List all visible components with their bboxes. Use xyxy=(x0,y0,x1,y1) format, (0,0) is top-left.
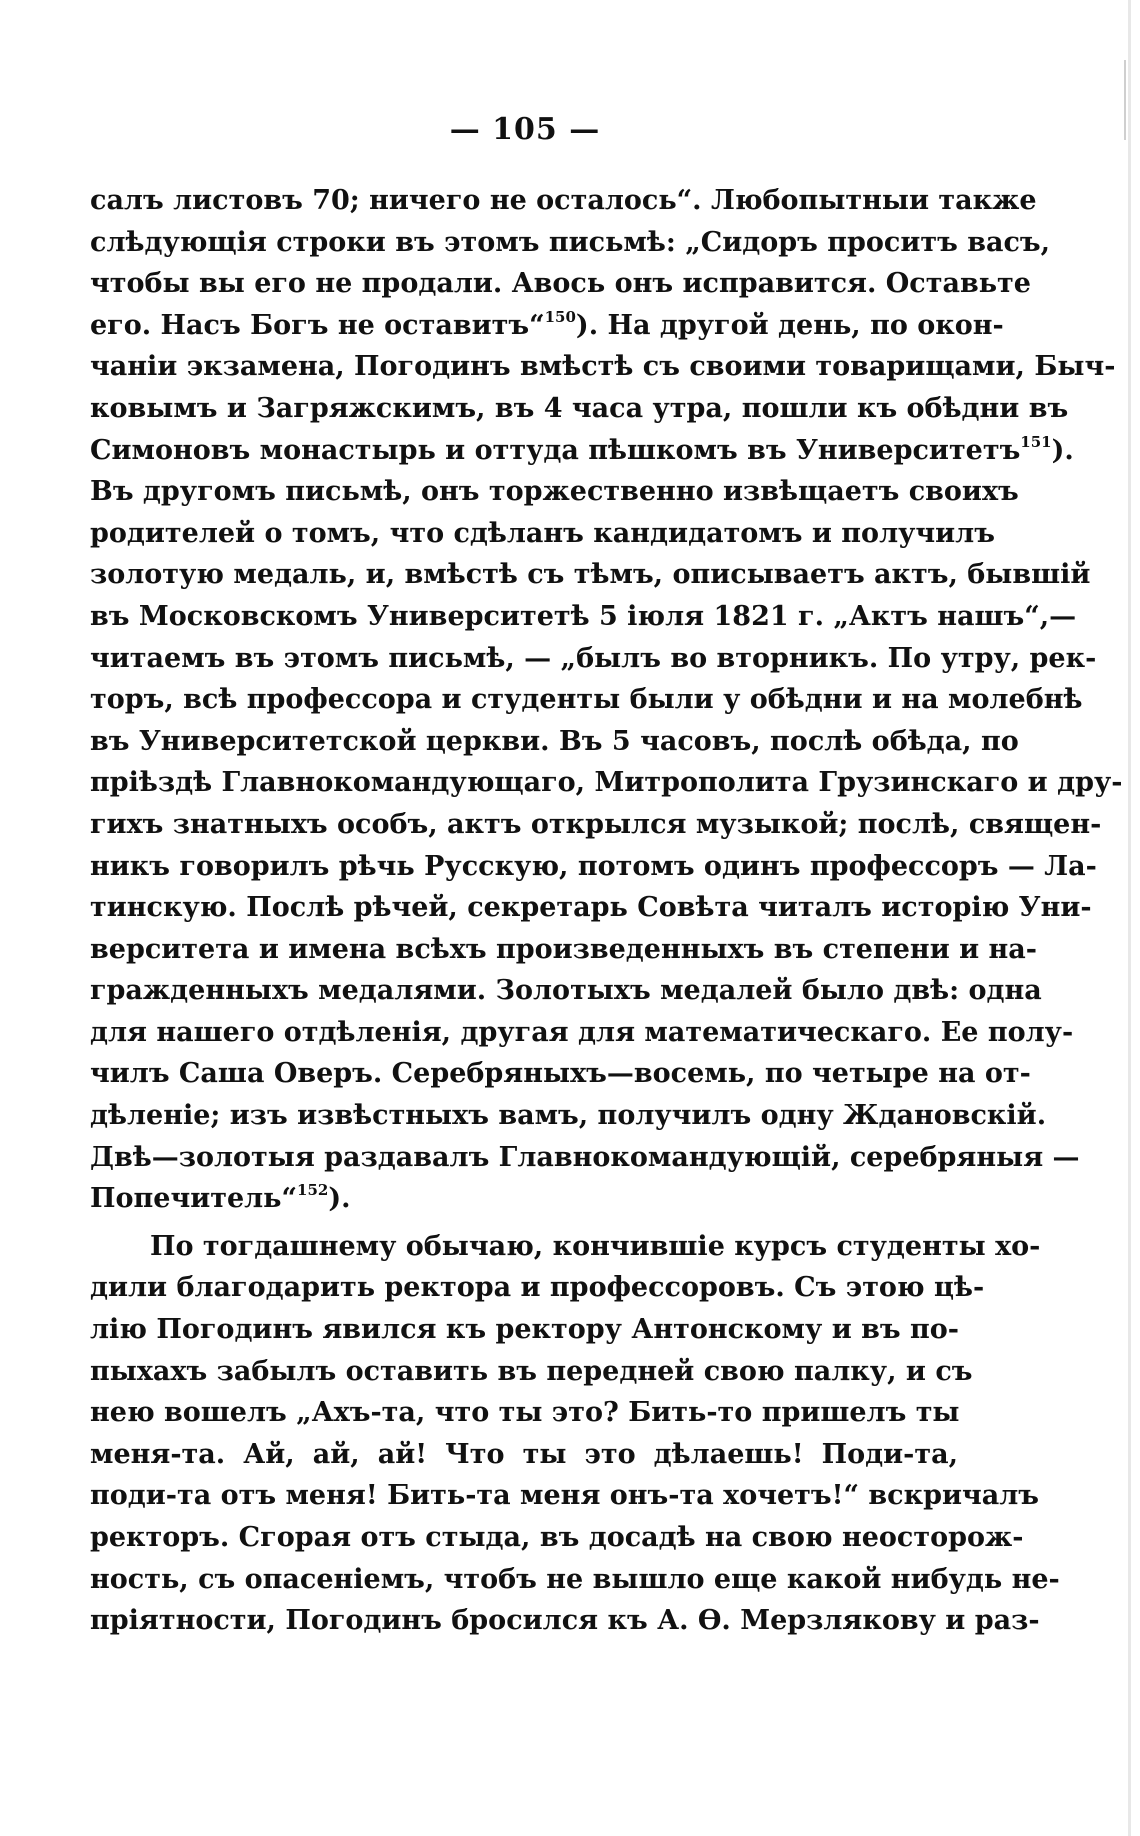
line-text: тинскую. Послѣ рѣчей, секретарь Совѣта читалъ исторію Уни- xyxy=(90,892,1092,924)
line-text: ковымъ и Загряжскимъ, въ 4 часа утра, пошли къ обѣдни въ xyxy=(90,392,1069,424)
line-text: родителей о томъ, что сдѣланъ кандидатомъ и получилъ xyxy=(90,517,995,549)
page-edge-shadow xyxy=(1128,0,1131,1836)
footnote-ref: 150 xyxy=(544,307,576,326)
text-line xyxy=(90,180,1037,222)
text-line xyxy=(90,1137,1080,1179)
text-line xyxy=(90,263,1031,305)
text-line xyxy=(90,1309,958,1351)
text-line xyxy=(90,1095,1047,1137)
page-edge-mark xyxy=(1124,60,1126,140)
text-line xyxy=(90,388,1069,430)
text-line xyxy=(90,1600,1040,1642)
text-line xyxy=(90,1392,958,1434)
text-line xyxy=(90,1053,1031,1095)
text-line xyxy=(90,887,1092,929)
line-text: верситета и имена всѣхъ произведенныхъ въ степени и на- xyxy=(90,933,1038,965)
line-text: нею вошелъ „Ахъ-та, что ты это? Бить-то пришелъ ты xyxy=(90,1397,960,1429)
text-line xyxy=(90,929,1038,971)
text-line xyxy=(90,471,1019,513)
line-text: Симоновъ монастырь и оттуда пѣшкомъ въ Университетъ xyxy=(90,434,1021,466)
line-text: слѣдующія строки въ этомъ письмѣ: „Сидоръ проситъ васъ, xyxy=(90,226,1051,258)
line-text: торъ, всѣ профессора и студенты были у обѣдни и на молебнѣ xyxy=(90,684,1083,716)
footnote-ref: 152 xyxy=(297,1181,329,1200)
line-text: золотую медаль, и, вмѣстѣ съ тѣмъ, описываетъ актъ, бывшій xyxy=(90,559,1091,591)
text-line xyxy=(90,1475,1039,1517)
page-number: — 105 — xyxy=(449,112,601,147)
line-text: его. Насъ Богъ не оставитъ“ xyxy=(90,309,545,341)
line-text: дѣленіе; изъ извѣстныхъ вамъ, получилъ одну Ждановскій. xyxy=(90,1100,1047,1132)
text-line xyxy=(90,1351,973,1393)
text-line xyxy=(90,1178,958,1220)
line-text: Въ другомъ письмѣ, онъ торжественно извѣщаетъ своихъ xyxy=(90,476,1019,508)
text-line xyxy=(90,430,1074,472)
text-line xyxy=(90,554,1091,596)
line-text: Попечитель“ xyxy=(90,1183,298,1215)
text-line xyxy=(90,1434,958,1476)
line-text: ректоръ. Сгорая отъ стыда, въ досадѣ на свою неосторож- xyxy=(90,1522,1024,1553)
line-text: чаніи экзамена, Погодинъ вмѣстѣ съ своими товарищами, Быч- xyxy=(90,351,1116,383)
text-line xyxy=(90,222,1051,264)
text-line xyxy=(90,679,1083,721)
line-text: въ Московскомъ Университетѣ 5 іюля 1821 г. „Актъ нашъ“,— xyxy=(90,600,1077,632)
footnote-ref: 151 xyxy=(1020,432,1052,451)
text-line xyxy=(90,305,1004,347)
line-text: По тогдашнему обычаю, кончившіе курсъ студенты хо- xyxy=(150,1230,1041,1262)
line-text: чилъ Саша Оверъ. Серебряныхъ—восемь, по четыре на от- xyxy=(90,1058,1031,1090)
line-text: гихъ знатныхъ особъ, актъ открылся музыкой; послѣ, священ- xyxy=(90,808,1102,840)
text-line xyxy=(90,1559,1060,1601)
line-text: лію Погодинъ явился къ ректору Антонскому и въ по- xyxy=(90,1314,959,1346)
line-text-continued: ). На другой день, по окон- xyxy=(575,309,1004,341)
text-line xyxy=(90,1267,985,1309)
text-line xyxy=(90,1012,1074,1054)
line-text: меня-та. Ай, ай, ай! Что ты это дѣлаешь! Поди-та, xyxy=(90,1438,958,1470)
line-text: ность, съ опасеніемъ, чтобъ не вышло еще какой нибудь не- xyxy=(90,1563,1060,1595)
text-line xyxy=(90,1517,1024,1559)
line-text: гражденныхъ медалями. Золотыхъ медалей было двѣ: одна xyxy=(90,975,1042,1007)
text-line xyxy=(90,721,1019,763)
line-text: пріятности, Погодинъ бросился къ А. Ѳ. Мерзлякову и раз- xyxy=(90,1605,1040,1637)
text-line xyxy=(90,970,1042,1012)
line-text-continued: ). xyxy=(328,1183,351,1215)
text-line xyxy=(90,638,1097,680)
body-text xyxy=(90,180,1123,1642)
text-line xyxy=(90,1226,1041,1268)
line-text-continued: ). xyxy=(1051,434,1074,466)
line-text: для нашего отдѣленія, другая для математическаго. Ее полу- xyxy=(90,1016,1074,1048)
text-line xyxy=(90,804,1102,846)
text-line xyxy=(90,596,1077,638)
text-line xyxy=(90,346,1116,388)
line-text: пріѣздѣ Главнокомандующаго, Митрополита Грузинскаго и дру- xyxy=(90,767,1123,799)
line-text: никъ говорилъ рѣчь Русскую, потомъ одинъ профессоръ — Ла- xyxy=(90,850,1097,882)
line-text: дили благодарить ректора и профессоровъ. Съ этою цѣ- xyxy=(90,1272,985,1304)
line-text: читаемъ въ этомъ письмѣ, — „былъ во вторникъ. По утру, рек- xyxy=(90,642,1097,674)
text-line xyxy=(90,846,1097,888)
line-text: пыхахъ забылъ оставить въ передней свою палку, и съ xyxy=(90,1355,973,1387)
line-text: чтобы вы его не продали. Авось онъ исправится. Оставьте xyxy=(90,268,1031,300)
line-text: салъ листовъ 70; ничего не осталось“. Любопытныи также xyxy=(90,185,1037,216)
line-text: Двѣ—золотыя раздавалъ Главнокомандующій, серебряныя — xyxy=(90,1141,1080,1173)
line-text: поди-та отъ меня! Бить-та меня онъ-та хочетъ!“ вскричалъ xyxy=(90,1480,1039,1512)
text-line xyxy=(90,762,1123,804)
text-line xyxy=(90,513,995,555)
line-text: въ Университетской церкви. Въ 5 часовъ, послѣ обѣда, по xyxy=(90,725,1019,757)
